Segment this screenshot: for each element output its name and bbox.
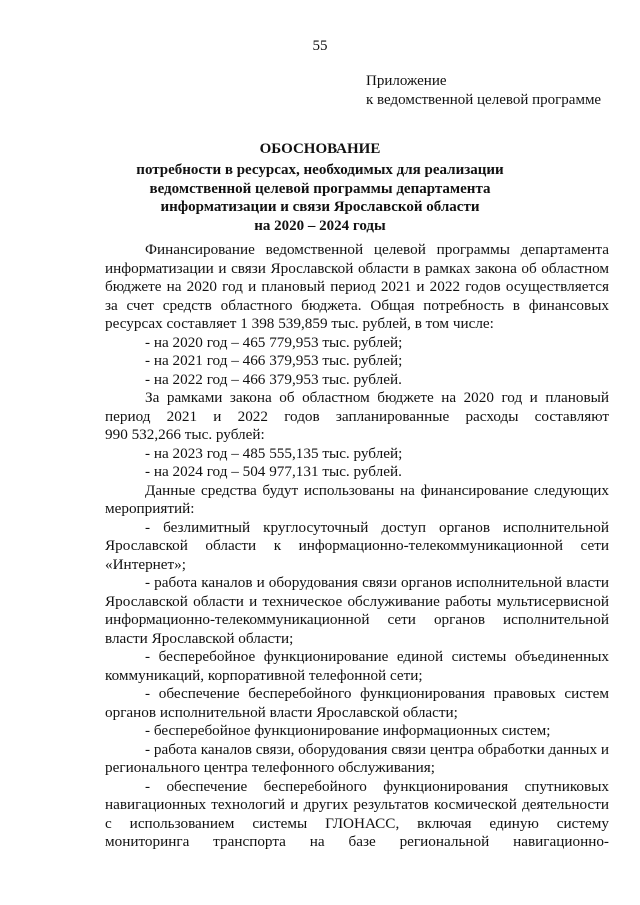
body-line: ресурсах составляет 1 398 539,859 тыс. рублей, в том числе: [105, 315, 494, 332]
appendix-line-1: Приложение [366, 73, 447, 89]
body-line: навигационных технологий и других результатов космической деятельности [105, 796, 609, 813]
body-line: - на 2020 год – 465 779,953 тыс. рублей; [145, 333, 403, 351]
body-line: - на 2023 год – 485 555,135 тыс. рублей; [145, 444, 403, 462]
body-line: - безлимитный круглосуточный доступ органов исполнительной [145, 518, 609, 536]
body-line: регионального центра телефонного обслуживания; [105, 759, 435, 776]
title-line: на 2020 – 2024 годы [254, 217, 386, 234]
body-line: «Интернет»; [105, 555, 186, 573]
appendix-note [366, 72, 601, 110]
body-line: период 2021 и 2022 годов запланированные расходы составляют [105, 407, 609, 425]
title-line: ведомственной целевой программы департамента [149, 180, 491, 197]
body-line: бюджете на 2020 год и плановый период 2021 и 2022 годов осуществляется [105, 278, 609, 295]
body-line: - обеспечение бесперебойного функционирования спутниковых [145, 777, 609, 795]
document-title [0, 140, 640, 235]
body-line: - обеспечение бесперебойного функционирования правовых систем [145, 685, 609, 702]
body-line: - на 2022 год – 466 379,953 тыс. рублей. [145, 370, 402, 388]
body-line: информатизации и связи Ярославской области в рамках закона об областном [105, 259, 609, 277]
title-line: информатизации и связи Ярославской области [160, 199, 480, 215]
body-line: - на 2024 год – 504 977,131 тыс. рублей. [145, 463, 402, 480]
body-line: 990 532,266 тыс. рублей: [105, 426, 265, 443]
body-line: Данные средства будут использованы на финансирование следующих [145, 481, 609, 499]
body-line: - бесперебойное функционирование единой системы объединенных [145, 648, 609, 665]
body-line: за счет средств областного бюджета. Общая потребность в финансовых [105, 296, 609, 314]
body-line: - работа каналов и оборудования связи органов исполнительной власти [145, 574, 609, 591]
body-line: коммуникаций, корпоративной телефонной сети; [105, 666, 423, 684]
body-line: органов исполнительной власти Ярославской области; [105, 703, 458, 721]
body-line: мероприятий: [105, 500, 195, 517]
body-line: - на 2021 год – 466 379,953 тыс. рублей; [145, 352, 403, 369]
body-text [105, 241, 609, 852]
body-line: - бесперебойное функционирование информационных систем; [145, 722, 551, 739]
appendix-line-2: к ведомственной целевой программе [366, 92, 602, 108]
body-line: с использованием системы ГЛОНАСС, включая единую систему [105, 814, 609, 832]
title-line: потребности в ресурсах, необходимых для реализации [136, 162, 504, 178]
body-line: За рамками закона об областном бюджете на 2020 год и плановый [145, 389, 609, 406]
body-line: власти Ярославской области; [105, 629, 294, 647]
title-main: ОБОСНОВАНИЕ [259, 141, 381, 157]
body-line: Ярославской области и техническое обслуживание работы мультисервисной [105, 592, 609, 610]
page-number: 55 [312, 38, 328, 54]
body-line: Ярославской области к информационно-телекоммуникационной сети [105, 537, 609, 554]
body-line: - работа каналов связи, оборудования связи центра обработки данных и [145, 740, 609, 758]
body-line: Финансирование ведомственной целевой программы департамента [145, 241, 609, 258]
body-line: мониторинга транспорта на базе региональной навигационно- [105, 833, 609, 850]
body-line: информационно-телекоммуникационной сети органов исполнительной [105, 611, 609, 628]
